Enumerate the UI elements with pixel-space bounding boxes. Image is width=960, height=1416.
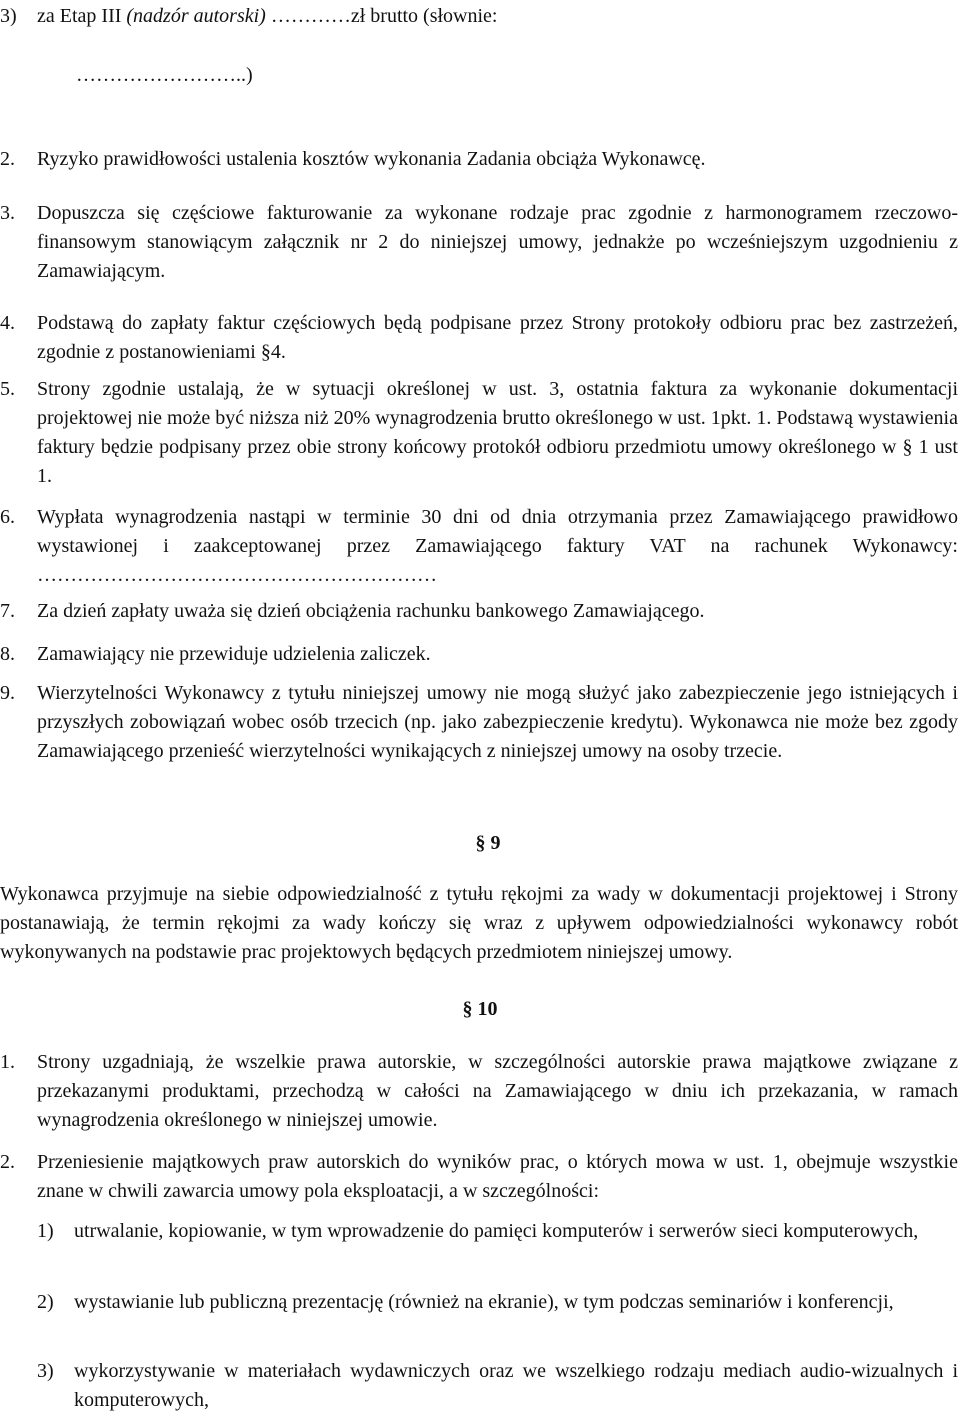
list-item-4: 4. Podstawą do zapłaty faktur częściowych będą podpisane przez Strony protokoły odbioru prac bez zastrzeżeń, zgodnie z postanowieniami §4. xyxy=(0,312,958,363)
etap3-italic: (nadzór autorski) xyxy=(126,5,266,27)
list-item-5: 5. Strony zgodnie ustalają, że w sytuacji określonej w ust. 3, ostatnia faktura za wykonanie dokumentacji projektowej nie może być niższa niż 20% wynagrodzenia brutto określonego w ust. 1pkt. 1. Podstawą wystawienia faktury będzie podpisany przez obie strony końcowy protokół odbioru przedmiotu umowy określonego w § 1 ust 1. xyxy=(0,378,958,487)
list-item-7: 7. Za dzień zapłaty uważa się dzień obciążenia rachunku bankowego Zamawiającego. xyxy=(0,600,705,622)
section-10-subitem-1: 1) utrwalanie, kopiowanie, w tym wprowadzenie do pamięci komputerów i serwerów sieci komputerowych, xyxy=(37,1220,919,1242)
etap3-amount-line: ……………………..) xyxy=(76,64,253,86)
section-10-subitem-2: 2) wystawianie lub publiczną prezentację (również na ekranie), w tym podczas seminariów i konferencji, xyxy=(37,1291,894,1313)
section-9-heading: § 9 xyxy=(475,832,501,854)
list-item-6: 6. Wypłata wynagrodzenia nastąpi w terminie 30 dni od dnia otrzymania przez Zamawiającego prawidłowo wystawionej i zaakceptowanej przez Zamawiającego faktury VAT na rachunek Wykonawcy: …………………………………………………… xyxy=(0,506,958,586)
section-10-item-1: 1. Strony uzgadniają, że wszelkie prawa autorskie, w szczególności autorskie prawa majątkowe związane z przekazanymi produktami, przechodzą w całości na Zamawiającego w dniu ich przekazania, w ramach wynagrodzenia określonego w niniejszej umowie. xyxy=(0,1051,958,1131)
section-9-paragraph: Wykonawca przyjmuje na siebie odpowiedzialność z tytułu rękojmi za wady w dokumentacji projektowej i Strony postanawiają, że termin rękojmi za wady kończy się wraz z upływem odpowiedzialności wykonawcy robót wykonywanych na podstawie prac projektowych będących przedmiotem niniejszej umowy. xyxy=(0,883,958,963)
list-item-3: 3. Dopuszcza się częściowe fakturowanie za wykonane rodzaje prac zgodnie z harmonogramem rzeczowo-finansowym stanowiącym załącznik nr 2 do niniejszej umowy, jednakże po wcześniejszym uzgodnieniu z Zamawiającym. xyxy=(0,202,958,282)
etap3-number: 3) xyxy=(0,5,17,27)
etap3-text: za Etap III (nadzór autorski) …………zł brutto (słownie: xyxy=(37,5,498,27)
section-10-heading: § 10 xyxy=(462,998,498,1020)
etap3-item xyxy=(0,2,958,31)
section-10-item-2: 2. Przeniesienie majątkowych praw autorskich do wyników prac, o których mowa w ust. 1, obejmuje wszystkie znane w chwili zawarcia umowy pola eksploatacji, a w szczególności: xyxy=(0,1151,958,1202)
list-item-9: 9. Wierzytelności Wykonawcy z tytułu niniejszej umowy nie mogą służyć jako zabezpieczenie jego istniejących i przyszłych zobowiązań wobec osób trzecich (np. jako zabezpieczenie kredytu). Wykonawca nie może bez zgody Zamawiającego przenieść wierzytelności wynikających z niniejszej umowy na osoby trzecie. xyxy=(0,682,958,762)
section-10-subitem-3: 3) wykorzystywanie w materiałach wydawniczych oraz we wszelkiego rodzaju mediach audio-wizualnych i komputerowych, xyxy=(37,1360,958,1411)
list-item-2: 2. Ryzyko prawidłowości ustalenia kosztów wykonania Zadania obciąża Wykonawcę. xyxy=(0,148,706,170)
list-item-8: 8. Zamawiający nie przewiduje udzielenia zaliczek. xyxy=(0,643,431,665)
